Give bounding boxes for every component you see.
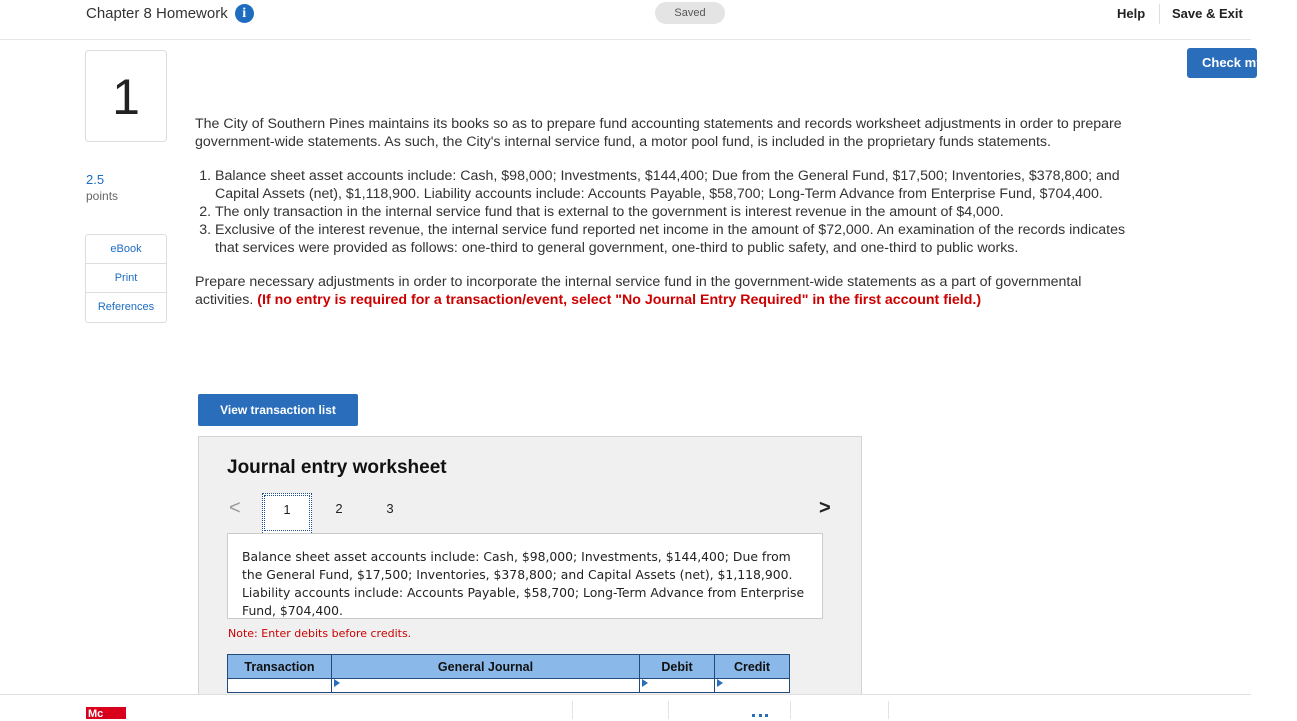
assignment-title [86,4,254,23]
dropdown-arrow-icon [717,679,723,687]
transaction-description: Balance sheet asset accounts include: Cash, $98,000; Investments, $144,400; Due from the General Fund, $17,500; Inventories, $378,800; and Capital Assets (net), $1,118,900. Liability accounts include: Accounts Payable, $58,700; Long-Term Advance from Enterprise Fund, $704,400. [227,533,823,619]
mcgraw-hill-logo: Mc [86,707,126,719]
journal-table [227,654,790,693]
account-cell[interactable] [332,679,640,693]
question-item: 1. Balance sheet asset accounts include: Cash, $98,000; Investments, $144,400; Due from the General Fund, $17,500; Inventories, $378,800; and Capital Assets (net), $1,118,900. Liability accounts include: Accounts Payable, $58,700; Long-Term Advance from Enterprise Fund, $704,400. [215,167,1135,203]
worksheet-note: Note: Enter debits before credits. [228,627,412,640]
col-debit: Debit [640,655,715,679]
transaction-cell[interactable] [228,679,332,693]
chevron-left-icon[interactable]: < [229,497,241,519]
worksheet-tab-1[interactable]: 1 [262,493,312,533]
ebook-link[interactable]: eBook [86,235,166,264]
points-value: 2.5 [86,172,105,187]
journal-entry-worksheet [198,436,862,696]
top-bar [0,0,1251,40]
question-instruction [195,273,1135,309]
points-label: points [86,189,119,203]
debit-cell[interactable] [640,679,715,693]
table-row [228,679,790,693]
print-link[interactable]: Print [86,264,166,293]
question-items [215,167,1135,257]
journal-table-header [228,655,790,679]
bottom-divider [888,701,889,719]
dropdown-arrow-icon [642,679,648,687]
resource-links [85,234,167,323]
col-transaction: Transaction [228,655,332,679]
worksheet-title: Journal entry worksheet [227,457,447,478]
assignment-title-text: Chapter 8 Homework [86,5,228,22]
question-number: 1 [85,50,167,142]
saved-status-badge: Saved [655,2,725,24]
question-intro: The City of Southern Pines maintains its books so as to prepare fund accounting statements and records worksheet adjustments in order to prepare government-wide statements. As such, the City's internal service fund, a motor pool fund, is included in the proprietary funds statements. [195,116,1122,150]
grid-menu-icon[interactable] [752,714,768,717]
col-credit: Credit [715,655,790,679]
dropdown-arrow-icon [334,679,340,687]
question-item: 3. Exclusive of the interest revenue, the internal service fund reported net income in the amount of $72,000. An examination of the records indicates that services were provided as follows: one-third to general government, one-third to public safety, and one-third to public works. [215,221,1135,257]
help-link[interactable]: Help [1117,6,1146,21]
question-body [195,115,1135,325]
worksheet-tab-3[interactable]: 3 [386,501,394,516]
view-transaction-list-button[interactable]: View transaction list [198,394,358,426]
references-link[interactable]: References [97,301,155,313]
save-exit-link[interactable]: Save & Exit [1172,6,1243,21]
bottom-bar [0,694,1251,718]
header-divider [1159,4,1160,24]
chevron-right-icon[interactable]: > [819,497,831,519]
check-my-work-button[interactable]: Check my work [1187,48,1257,78]
bottom-divider [572,701,573,719]
bottom-divider [790,701,791,719]
question-item: 2. The only transaction in the internal service fund that is external to the government is interest revenue in the amount of $4,000. [215,203,1135,221]
bottom-divider [668,701,669,719]
worksheet-tab-2[interactable]: 2 [335,501,343,516]
instruction-warning: (If no entry is required for a transaction/event, select "No Journal Entry Required" in the first account field.) [257,292,982,308]
info-icon[interactable]: i [235,4,254,23]
credit-cell[interactable] [715,679,790,693]
col-general-journal: General Journal [332,655,640,679]
instruction-text: Prepare necessary adjustments in order to incorporate the internal service fund in the government-wide statements as a part of governmental activities. [195,274,1082,308]
